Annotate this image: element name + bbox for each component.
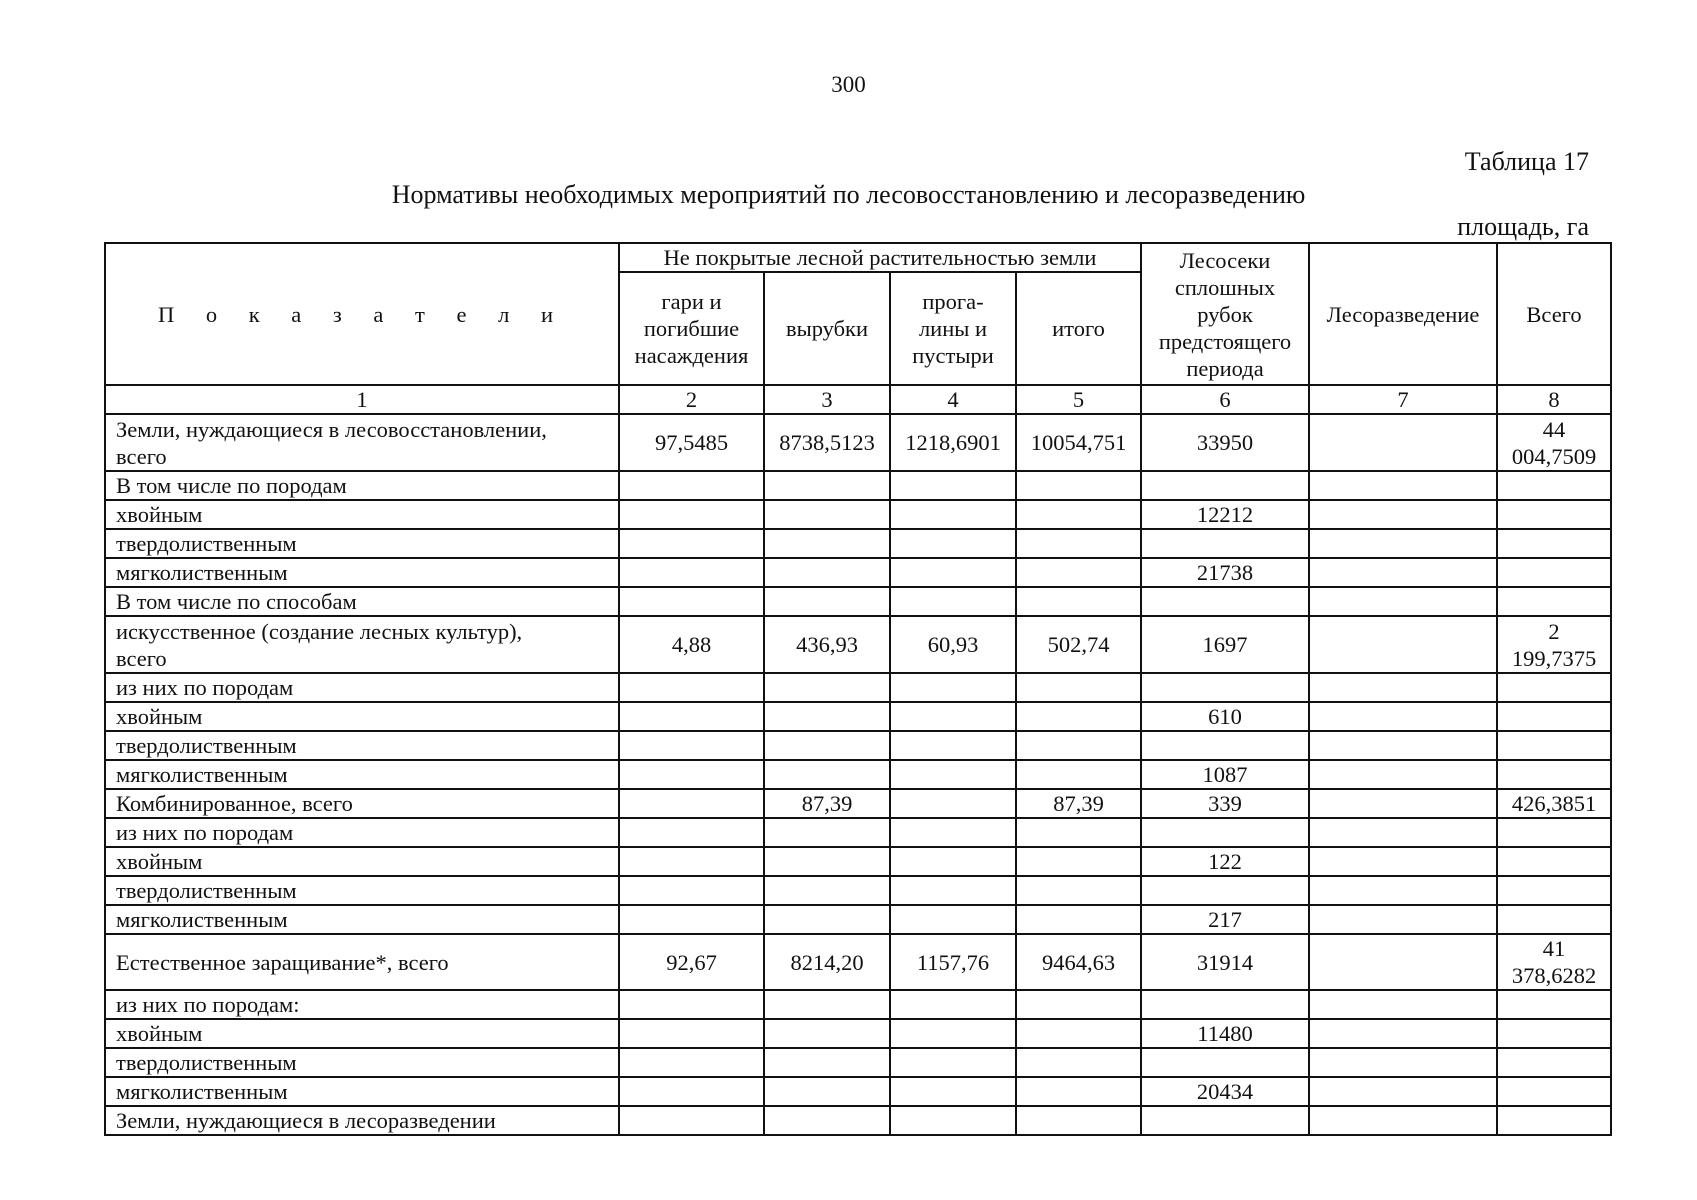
cell-c2 bbox=[619, 471, 764, 500]
cell-c4 bbox=[890, 905, 1016, 934]
cell-total bbox=[1497, 990, 1611, 1019]
cell-c7 bbox=[1309, 414, 1497, 471]
cell-c6 bbox=[1141, 818, 1309, 847]
cell-c4 bbox=[890, 702, 1016, 731]
cell-c4: 1218,6901 bbox=[890, 414, 1016, 471]
cell-c2 bbox=[619, 702, 764, 731]
cell-c7 bbox=[1309, 905, 1497, 934]
cell-c7 bbox=[1309, 760, 1497, 789]
cell-c2 bbox=[619, 731, 764, 760]
table-row bbox=[105, 1077, 1611, 1106]
cell-c2: 92,67 bbox=[619, 934, 764, 990]
header-col5: итого bbox=[1016, 272, 1141, 385]
cell-c6: 11480 bbox=[1141, 1019, 1309, 1048]
cell-c5 bbox=[1016, 990, 1141, 1019]
table-row bbox=[105, 1106, 1611, 1135]
cell-c3 bbox=[764, 1106, 890, 1135]
cell-c7 bbox=[1309, 616, 1497, 673]
row-label: В том числе по способам bbox=[105, 587, 619, 616]
cell-c4 bbox=[890, 990, 1016, 1019]
cell-c3 bbox=[764, 558, 890, 587]
cell-c3 bbox=[764, 1048, 890, 1077]
cell-c4: 1157,76 bbox=[890, 934, 1016, 990]
cell-c6: 217 bbox=[1141, 905, 1309, 934]
table-row bbox=[105, 471, 1611, 500]
cell-c2 bbox=[619, 1019, 764, 1048]
cell-total bbox=[1497, 876, 1611, 905]
row-label: твердолиственным bbox=[105, 1048, 619, 1077]
header-col2: гари и погибшие насаждения bbox=[619, 272, 764, 385]
header-col3: вырубки bbox=[764, 272, 890, 385]
cell-c7 bbox=[1309, 673, 1497, 702]
cell-c7 bbox=[1309, 1106, 1497, 1135]
column-number: 6 bbox=[1141, 385, 1309, 414]
table-row bbox=[105, 500, 1611, 529]
row-label: искусственное (создание лесных культур), всего bbox=[105, 616, 619, 673]
cell-c2 bbox=[619, 847, 764, 876]
row-label: хвойным bbox=[105, 500, 619, 529]
cell-c2 bbox=[619, 673, 764, 702]
cell-total bbox=[1497, 731, 1611, 760]
row-label: твердолиственным bbox=[105, 529, 619, 558]
cell-c6 bbox=[1141, 1106, 1309, 1135]
cell-c5 bbox=[1016, 702, 1141, 731]
cell-c7 bbox=[1309, 818, 1497, 847]
table-row bbox=[105, 934, 1611, 990]
cell-c6 bbox=[1141, 731, 1309, 760]
cell-c3 bbox=[764, 731, 890, 760]
cell-c7 bbox=[1309, 789, 1497, 818]
cell-c6 bbox=[1141, 1048, 1309, 1077]
cell-c3 bbox=[764, 818, 890, 847]
cell-total: 41 378,6282 bbox=[1497, 934, 1611, 990]
row-label: Естественное заращивание*, всего bbox=[105, 934, 619, 990]
cell-c2 bbox=[619, 587, 764, 616]
table-row bbox=[105, 673, 1611, 702]
cell-c3 bbox=[764, 905, 890, 934]
table-row bbox=[105, 905, 1611, 934]
cell-c4 bbox=[890, 818, 1016, 847]
cell-c6: 20434 bbox=[1141, 1077, 1309, 1106]
cell-c2: 4,88 bbox=[619, 616, 764, 673]
cell-total bbox=[1497, 1019, 1611, 1048]
row-label: из них по породам bbox=[105, 673, 619, 702]
header-indicators: П о к а з а т е л и bbox=[105, 243, 619, 385]
cell-c3 bbox=[764, 1019, 890, 1048]
cell-c5 bbox=[1016, 905, 1141, 934]
cell-c7 bbox=[1309, 1077, 1497, 1106]
row-label: хвойным bbox=[105, 1019, 619, 1048]
cell-c2 bbox=[619, 529, 764, 558]
cell-total bbox=[1497, 847, 1611, 876]
cell-c3 bbox=[764, 990, 890, 1019]
cell-c7 bbox=[1309, 847, 1497, 876]
cell-c6: 122 bbox=[1141, 847, 1309, 876]
cell-c3: 87,39 bbox=[764, 789, 890, 818]
document-title: Нормативы необходимых мероприятий по лесовосстановлению и лесоразведению bbox=[391, 180, 1306, 209]
cell-c7 bbox=[1309, 990, 1497, 1019]
row-label: твердолиственным bbox=[105, 731, 619, 760]
cell-c5 bbox=[1016, 760, 1141, 789]
row-label: хвойным bbox=[105, 847, 619, 876]
cell-c5: 9464,63 bbox=[1016, 934, 1141, 990]
cell-c3 bbox=[764, 673, 890, 702]
cell-c4 bbox=[890, 1077, 1016, 1106]
cell-total bbox=[1497, 905, 1611, 934]
cell-total bbox=[1497, 558, 1611, 587]
cell-c5 bbox=[1016, 1106, 1141, 1135]
header-not-covered-group: Не покрытые лесной растительностью земли bbox=[619, 243, 1141, 272]
table-row bbox=[105, 414, 1611, 471]
header-col4: прога- лины и пустыри bbox=[890, 272, 1016, 385]
cell-c4 bbox=[890, 1048, 1016, 1077]
column-number: 3 bbox=[764, 385, 890, 414]
cell-c6: 12212 bbox=[1141, 500, 1309, 529]
table-row bbox=[105, 731, 1611, 760]
cell-c4 bbox=[890, 500, 1016, 529]
cell-c4 bbox=[890, 789, 1016, 818]
row-label: Комбинированное, всего bbox=[105, 789, 619, 818]
cell-c5 bbox=[1016, 1048, 1141, 1077]
cell-c2 bbox=[619, 789, 764, 818]
cell-c2 bbox=[619, 500, 764, 529]
cell-c4 bbox=[890, 760, 1016, 789]
table-row bbox=[105, 876, 1611, 905]
table-row bbox=[105, 789, 1611, 818]
row-label: В том числе по породам bbox=[105, 471, 619, 500]
cell-c4 bbox=[890, 471, 1016, 500]
cell-total: 426,3851 bbox=[1497, 789, 1611, 818]
cell-c6: 33950 bbox=[1141, 414, 1309, 471]
norms-table bbox=[104, 242, 1612, 1136]
cell-c6 bbox=[1141, 529, 1309, 558]
table-row bbox=[105, 616, 1611, 673]
cell-total bbox=[1497, 673, 1611, 702]
cell-c5 bbox=[1016, 818, 1141, 847]
cell-c6 bbox=[1141, 673, 1309, 702]
column-number: 8 bbox=[1497, 385, 1611, 414]
cell-c6: 21738 bbox=[1141, 558, 1309, 587]
cell-total bbox=[1497, 587, 1611, 616]
row-label: твердолиственным bbox=[105, 876, 619, 905]
header-col8: Всего bbox=[1497, 243, 1611, 385]
cell-total bbox=[1497, 1106, 1611, 1135]
row-label: из них по породам: bbox=[105, 990, 619, 1019]
table-number: Таблица 17 bbox=[1464, 147, 1589, 176]
cell-c4 bbox=[890, 876, 1016, 905]
cell-c7 bbox=[1309, 587, 1497, 616]
cell-c3 bbox=[764, 847, 890, 876]
cell-total bbox=[1497, 1048, 1611, 1077]
cell-c7 bbox=[1309, 731, 1497, 760]
cell-c2 bbox=[619, 760, 764, 789]
cell-total bbox=[1497, 500, 1611, 529]
table-body bbox=[105, 414, 1611, 1135]
cell-c5 bbox=[1016, 1077, 1141, 1106]
table-row bbox=[105, 587, 1611, 616]
cell-c4 bbox=[890, 847, 1016, 876]
column-number: 7 bbox=[1309, 385, 1497, 414]
page-number: 300 bbox=[831, 72, 866, 97]
cell-c3 bbox=[764, 760, 890, 789]
cell-c2 bbox=[619, 905, 764, 934]
cell-total: 2 199,7375 bbox=[1497, 616, 1611, 673]
cell-c3: 8214,20 bbox=[764, 934, 890, 990]
cell-total bbox=[1497, 1077, 1611, 1106]
cell-c6 bbox=[1141, 876, 1309, 905]
cell-c2 bbox=[619, 1106, 764, 1135]
cell-c5: 87,39 bbox=[1016, 789, 1141, 818]
row-label: мягколиственным bbox=[105, 905, 619, 934]
cell-c2: 97,5485 bbox=[619, 414, 764, 471]
table-row bbox=[105, 990, 1611, 1019]
cell-c6 bbox=[1141, 587, 1309, 616]
cell-c7 bbox=[1309, 500, 1497, 529]
cell-c3: 436,93 bbox=[764, 616, 890, 673]
cell-c5: 10054,751 bbox=[1016, 414, 1141, 471]
cell-c6: 1697 bbox=[1141, 616, 1309, 673]
table-row bbox=[105, 1048, 1611, 1077]
cell-c5 bbox=[1016, 558, 1141, 587]
column-numbers-row bbox=[105, 385, 1611, 414]
table-row bbox=[105, 760, 1611, 789]
cell-c4 bbox=[890, 1019, 1016, 1048]
cell-c7 bbox=[1309, 876, 1497, 905]
cell-c6 bbox=[1141, 990, 1309, 1019]
cell-c4 bbox=[890, 731, 1016, 760]
cell-c6: 339 bbox=[1141, 789, 1309, 818]
row-label: мягколиственным bbox=[105, 760, 619, 789]
cell-c4 bbox=[890, 587, 1016, 616]
cell-total bbox=[1497, 471, 1611, 500]
cell-total bbox=[1497, 702, 1611, 731]
cell-c6: 31914 bbox=[1141, 934, 1309, 990]
cell-c5: 502,74 bbox=[1016, 616, 1141, 673]
row-label: мягколиственным bbox=[105, 558, 619, 587]
cell-c3: 8738,5123 bbox=[764, 414, 890, 471]
cell-total bbox=[1497, 529, 1611, 558]
cell-c3 bbox=[764, 471, 890, 500]
row-label: Земли, нуждающиеся в лесоразведении bbox=[105, 1106, 619, 1135]
table-row bbox=[105, 529, 1611, 558]
cell-c5 bbox=[1016, 587, 1141, 616]
cell-c6 bbox=[1141, 471, 1309, 500]
cell-c2 bbox=[619, 1048, 764, 1077]
cell-c5 bbox=[1016, 847, 1141, 876]
cell-c6: 610 bbox=[1141, 702, 1309, 731]
table-row bbox=[105, 818, 1611, 847]
cell-c3 bbox=[764, 1077, 890, 1106]
cell-c4 bbox=[890, 558, 1016, 587]
cell-c5 bbox=[1016, 731, 1141, 760]
cell-c7 bbox=[1309, 471, 1497, 500]
cell-c5 bbox=[1016, 471, 1141, 500]
table-row bbox=[105, 702, 1611, 731]
cell-c2 bbox=[619, 876, 764, 905]
units-label: площадь, га bbox=[1457, 212, 1589, 241]
cell-c7 bbox=[1309, 1019, 1497, 1048]
header-col6: Лесосеки сплошных рубок предстоящего периода bbox=[1141, 243, 1309, 385]
cell-c3 bbox=[764, 702, 890, 731]
cell-c7 bbox=[1309, 1048, 1497, 1077]
cell-total: 44 004,7509 bbox=[1497, 414, 1611, 471]
table-row bbox=[105, 1019, 1611, 1048]
cell-c5 bbox=[1016, 876, 1141, 905]
cell-c5 bbox=[1016, 1019, 1141, 1048]
cell-c4: 60,93 bbox=[890, 616, 1016, 673]
cell-c4 bbox=[890, 1106, 1016, 1135]
table-row bbox=[105, 558, 1611, 587]
cell-c5 bbox=[1016, 673, 1141, 702]
cell-total bbox=[1497, 760, 1611, 789]
column-number: 4 bbox=[890, 385, 1016, 414]
cell-c5 bbox=[1016, 529, 1141, 558]
table-row bbox=[105, 847, 1611, 876]
cell-total bbox=[1497, 818, 1611, 847]
cell-c2 bbox=[619, 1077, 764, 1106]
cell-c2 bbox=[619, 990, 764, 1019]
cell-c5 bbox=[1016, 500, 1141, 529]
cell-c6: 1087 bbox=[1141, 760, 1309, 789]
cell-c3 bbox=[764, 529, 890, 558]
header-col7: Лесоразведение bbox=[1309, 243, 1497, 385]
cell-c4 bbox=[890, 529, 1016, 558]
row-label: мягколиственным bbox=[105, 1077, 619, 1106]
row-label: хвойным bbox=[105, 702, 619, 731]
cell-c7 bbox=[1309, 529, 1497, 558]
column-number: 5 bbox=[1016, 385, 1141, 414]
cell-c3 bbox=[764, 500, 890, 529]
row-label: из них по породам bbox=[105, 818, 619, 847]
column-number: 2 bbox=[619, 385, 764, 414]
row-label: Земли, нуждающиеся в лесовосстановлении, всего bbox=[105, 414, 619, 471]
column-number: 1 bbox=[105, 385, 619, 414]
cell-c3 bbox=[764, 587, 890, 616]
cell-c7 bbox=[1309, 934, 1497, 990]
cell-c7 bbox=[1309, 558, 1497, 587]
cell-c2 bbox=[619, 818, 764, 847]
cell-c2 bbox=[619, 558, 764, 587]
cell-c7 bbox=[1309, 702, 1497, 731]
cell-c4 bbox=[890, 673, 1016, 702]
cell-c3 bbox=[764, 876, 890, 905]
